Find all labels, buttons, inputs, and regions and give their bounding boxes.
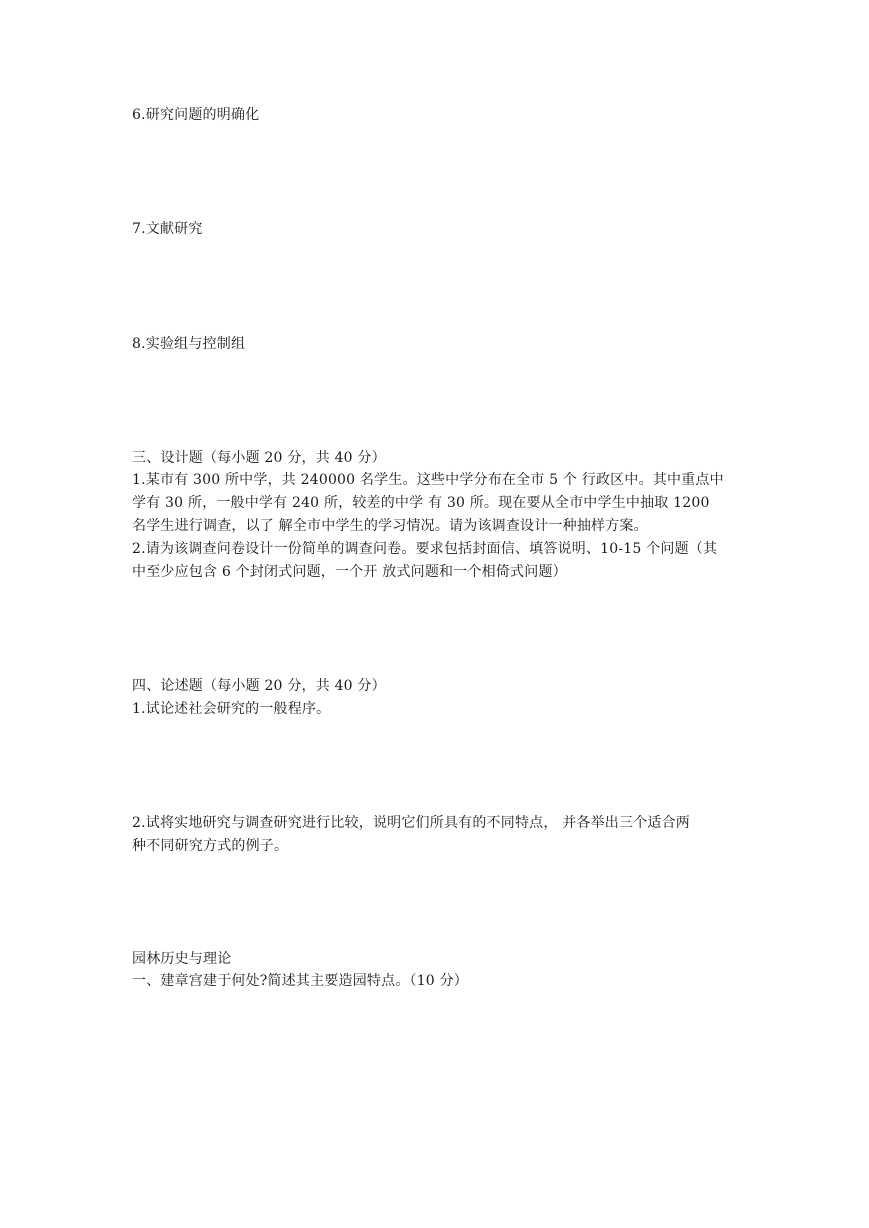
section-4-heading: 四、论述题（每小题 20 分，共 40 分） (132, 678, 386, 694)
design-question-1-line-3: 名学生进行调查，以了 解全市中学生的学习情况。请为该调查设计一种抽样方案。 (132, 518, 648, 534)
design-question-1-line-1: 1.某市有 300 所中学，共 240000 名学生。这些中学分布在全市 5 个 行政区中。其中重点中 (132, 472, 724, 488)
garden-question-1: 一、建章宫建于何处?简述其主要造园特点。（10 分） (132, 973, 468, 989)
essay-question-2-line-2: 种不同研究方式的例子。 (132, 838, 289, 854)
section-3-heading: 三、设计题（每小题 20 分，共 40 分） (132, 450, 386, 466)
essay-question-1: 1.试论述社会研究的一般程序。 (132, 701, 331, 717)
essay-question-2-line-1: 2.试将实地研究与调查研究进行比较，说明它们所具有的不同特点， 并各举出三个适合两 (132, 815, 691, 831)
question-7: 7.文献研究 (132, 221, 203, 237)
design-question-1-line-2: 学有 30 所，一般中学有 240 所，较差的中学 有 30 所。现在要从全市中学生中抽取 1200 (132, 495, 710, 511)
design-question-2-line-1: 2.请为该调查问卷设计一份简单的调查问卷。要求包括封面信、填答说明、10-15 个问题（其 (132, 541, 718, 557)
question-6: 6.研究问题的明确化 (132, 107, 260, 123)
garden-section-title: 园林历史与理论 (132, 951, 232, 967)
question-8: 8.实验组与控制组 (132, 336, 246, 352)
design-question-2-line-2: 中至少应包含 6 个封闭式问题，一个开 放式问题和一个相倚式问题） (132, 564, 567, 580)
